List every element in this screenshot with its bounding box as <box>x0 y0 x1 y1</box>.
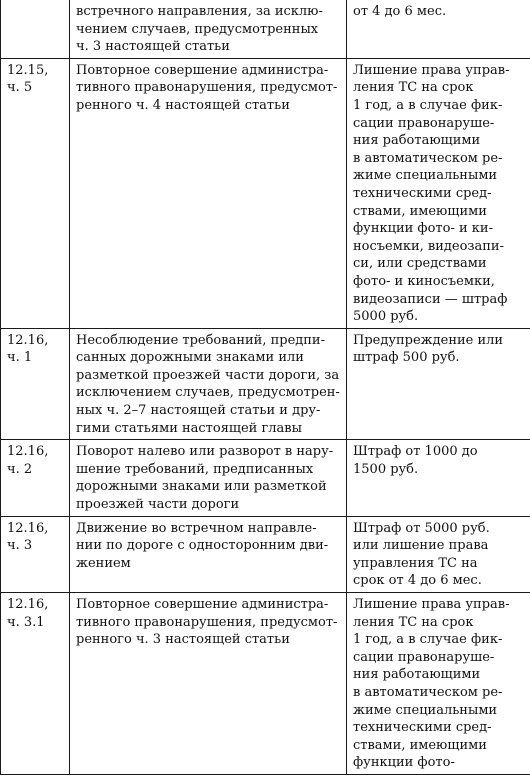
article-cell: 12.15, ч. 5 <box>1 58 70 328</box>
penalty-cell: Предупреждение или штраф 500 руб. <box>347 328 530 440</box>
penalty-cell: Штраф от 1000 до 1500 руб. <box>347 440 530 516</box>
description-cell: встречного направления, за исклю- чением случаев, предусмотренных ч. 3 настоящей статьи <box>70 0 347 58</box>
description-cell: Движение во встречном направле- нии по дороге с односторонним дви- жением <box>70 516 347 592</box>
table-row <box>1 440 530 516</box>
article-cell: 12.16, ч. 3 <box>1 516 70 592</box>
penalty-cell: от 4 до 6 мес. <box>347 0 530 58</box>
penalty-cell: Штраф от 5000 руб. или лишение права управления ТС на срок от 4 до 6 мес. <box>347 516 530 592</box>
description-cell: Поворот налево или разворот в нару- шение требований, предписанных дорожными знаками или разметкой проезжей части дороги <box>70 440 347 516</box>
description-cell: Повторное совершение администра- тивного правонарушения, предусмот- ренного ч. 3 настоящей статьи <box>70 593 347 775</box>
article-cell <box>1 0 70 58</box>
article-cell: 12.16, ч. 1 <box>1 328 70 440</box>
description-cell: Несоблюдение требований, предпи- санных дорожными знаками или разметкой проезжей части дороги, за исключением случаев, предусмотрен- ных ч. 2–7 настоящей статьи и дру- гими статьями настоящей главы <box>70 328 347 440</box>
table-row <box>1 0 530 58</box>
table-row <box>1 328 530 440</box>
table-row <box>1 516 530 592</box>
penalty-cell: Лишение права управ- ления ТС на срок 1 год, а в случае фик- сации правонаруше- ния работающими в автоматическом ре- жиме специальными техническими сред- ствами, имеющими функции фото- и ки- носъемки, видеозапи- си, или средствами фото- и киносъемки, видеозаписи — штраф 5000 руб. <box>347 58 530 328</box>
article-cell: 12.16, ч. 3.1 <box>1 593 70 775</box>
table-row <box>1 58 530 328</box>
penalty-cell: Лишение права управ- ления ТС на срок 1 год, а в случае фик- сации правонаруше- ния работающими в автоматическом ре- жиме специальными техническими сред- ствами, имеющими функции фото- <box>347 593 530 775</box>
article-cell: 12.16, ч. 2 <box>1 440 70 516</box>
table-row <box>1 593 530 775</box>
description-cell: Повторное совершение администра- тивного правонарушения, предусмот- ренного ч. 4 настоящей статьи <box>70 58 347 328</box>
